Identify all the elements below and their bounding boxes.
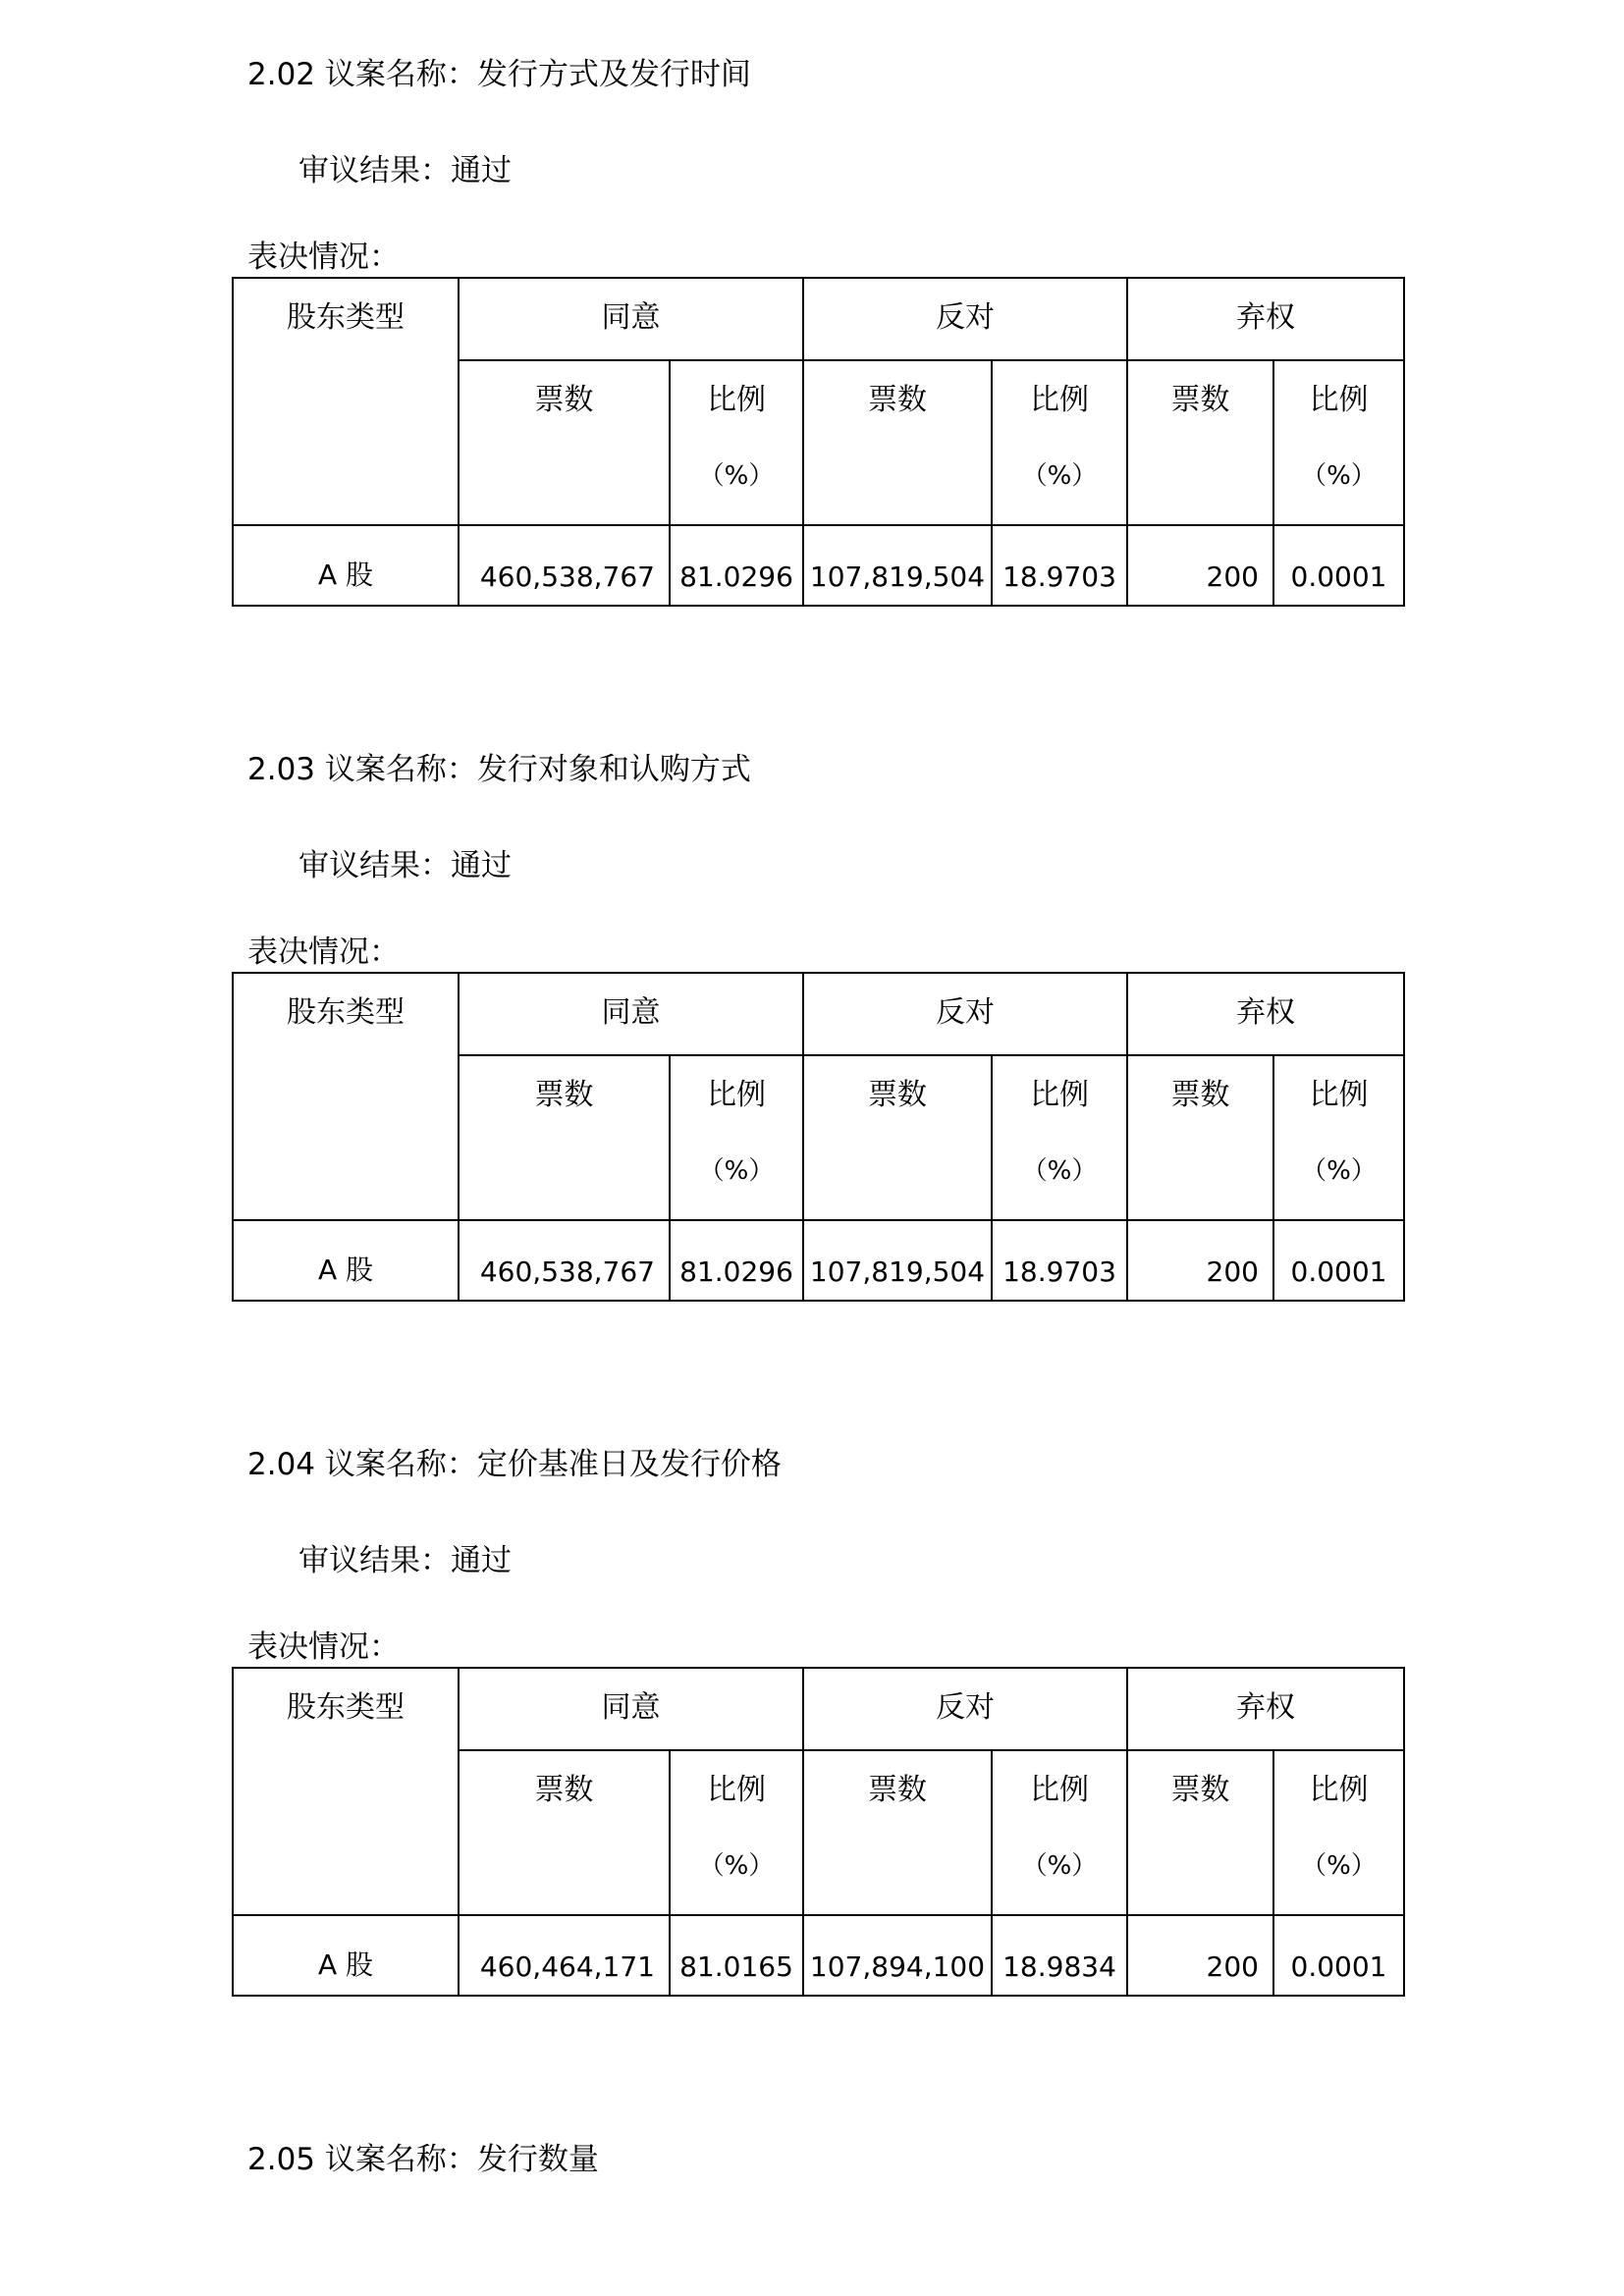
- cell-oppose-ratio: 18.9834: [992, 1915, 1127, 1996]
- header-abstain: 弃权: [1127, 973, 1404, 1055]
- vote-label-2-04: 表决情况：: [247, 1629, 400, 1665]
- review-result-2-03: 审议结果：通过: [298, 848, 512, 883]
- vote-table-2-04: [232, 1667, 1405, 1997]
- subheader-abstain-ratio: 比例 （%）: [1273, 1750, 1404, 1915]
- header-oppose: 反对: [803, 1668, 1127, 1750]
- header-oppose: 反对: [803, 973, 1127, 1055]
- table-row: [233, 525, 1404, 606]
- subheader-oppose-ratio: 比例 （%）: [992, 360, 1127, 525]
- subheader-oppose-ratio: 比例 （%）: [992, 1055, 1127, 1220]
- subheader-agree-ratio: 比例 （%）: [670, 1055, 803, 1220]
- cell-agree-ratio: 81.0296: [670, 525, 803, 606]
- subheader-abstain-votes: 票数: [1127, 1055, 1273, 1220]
- subheader-agree-ratio: 比例 （%）: [670, 1750, 803, 1915]
- cell-abstain-ratio: 0.0001: [1273, 1915, 1404, 1996]
- subheader-oppose-votes: 票数: [803, 360, 992, 525]
- cell-agree-votes: 460,538,767: [459, 525, 670, 606]
- vote-table-2-03: [232, 972, 1405, 1302]
- proposal-title-2-05: 2.05 议案名称：发行数量: [247, 2142, 599, 2177]
- subheader-abstain-votes: 票数: [1127, 360, 1273, 525]
- proposal-title-2-04: 2.04 议案名称：定价基准日及发行价格: [247, 1447, 782, 1482]
- cell-agree-votes: 460,464,171: [459, 1915, 670, 1996]
- cell-agree-ratio: 81.0165: [670, 1915, 803, 1996]
- header-shareholder-type: 股东类型: [233, 1668, 459, 1915]
- cell-abstain-ratio: 0.0001: [1273, 1220, 1404, 1301]
- cell-abstain-votes: 200: [1127, 1220, 1273, 1301]
- vote-label-2-03: 表决情况：: [247, 934, 400, 970]
- subheader-agree-ratio: 比例 （%）: [670, 360, 803, 525]
- header-oppose: 反对: [803, 278, 1127, 360]
- review-result-2-02: 审议结果：通过: [298, 153, 512, 188]
- subheader-agree-votes: 票数: [459, 1750, 670, 1915]
- header-agree: 同意: [459, 973, 803, 1055]
- subheader-oppose-votes: 票数: [803, 1750, 992, 1915]
- cell-oppose-ratio: 18.9703: [992, 1220, 1127, 1301]
- subheader-abstain-ratio: 比例 （%）: [1273, 360, 1404, 525]
- cell-agree-ratio: 81.0296: [670, 1220, 803, 1301]
- header-shareholder-type: 股东类型: [233, 278, 459, 525]
- header-abstain: 弃权: [1127, 1668, 1404, 1750]
- cell-oppose-votes: 107,819,504: [803, 525, 992, 606]
- proposal-title-2-02: 2.02 议案名称：发行方式及发行时间: [247, 57, 751, 92]
- cell-oppose-votes: 107,894,100: [803, 1915, 992, 1996]
- table-row: [233, 1220, 1404, 1301]
- cell-share-type: A 股: [233, 525, 459, 606]
- table-row: [233, 1915, 1404, 1996]
- header-agree: 同意: [459, 278, 803, 360]
- cell-oppose-ratio: 18.9703: [992, 525, 1127, 606]
- proposal-title-2-03: 2.03 议案名称：发行对象和认购方式: [247, 752, 751, 787]
- header-shareholder-type: 股东类型: [233, 973, 459, 1220]
- subheader-agree-votes: 票数: [459, 1055, 670, 1220]
- subheader-oppose-ratio: 比例 （%）: [992, 1750, 1127, 1915]
- header-abstain: 弃权: [1127, 278, 1404, 360]
- subheader-abstain-ratio: 比例 （%）: [1273, 1055, 1404, 1220]
- cell-agree-votes: 460,538,767: [459, 1220, 670, 1301]
- vote-table-2-02: [232, 277, 1405, 607]
- vote-label-2-02: 表决情况：: [247, 240, 400, 275]
- cell-abstain-ratio: 0.0001: [1273, 525, 1404, 606]
- subheader-abstain-votes: 票数: [1127, 1750, 1273, 1915]
- cell-share-type: A 股: [233, 1220, 459, 1301]
- cell-oppose-votes: 107,819,504: [803, 1220, 992, 1301]
- review-result-2-04: 审议结果：通过: [298, 1543, 512, 1578]
- cell-share-type: A 股: [233, 1915, 459, 1996]
- cell-abstain-votes: 200: [1127, 525, 1273, 606]
- cell-abstain-votes: 200: [1127, 1915, 1273, 1996]
- subheader-agree-votes: 票数: [459, 360, 670, 525]
- subheader-oppose-votes: 票数: [803, 1055, 992, 1220]
- header-agree: 同意: [459, 1668, 803, 1750]
